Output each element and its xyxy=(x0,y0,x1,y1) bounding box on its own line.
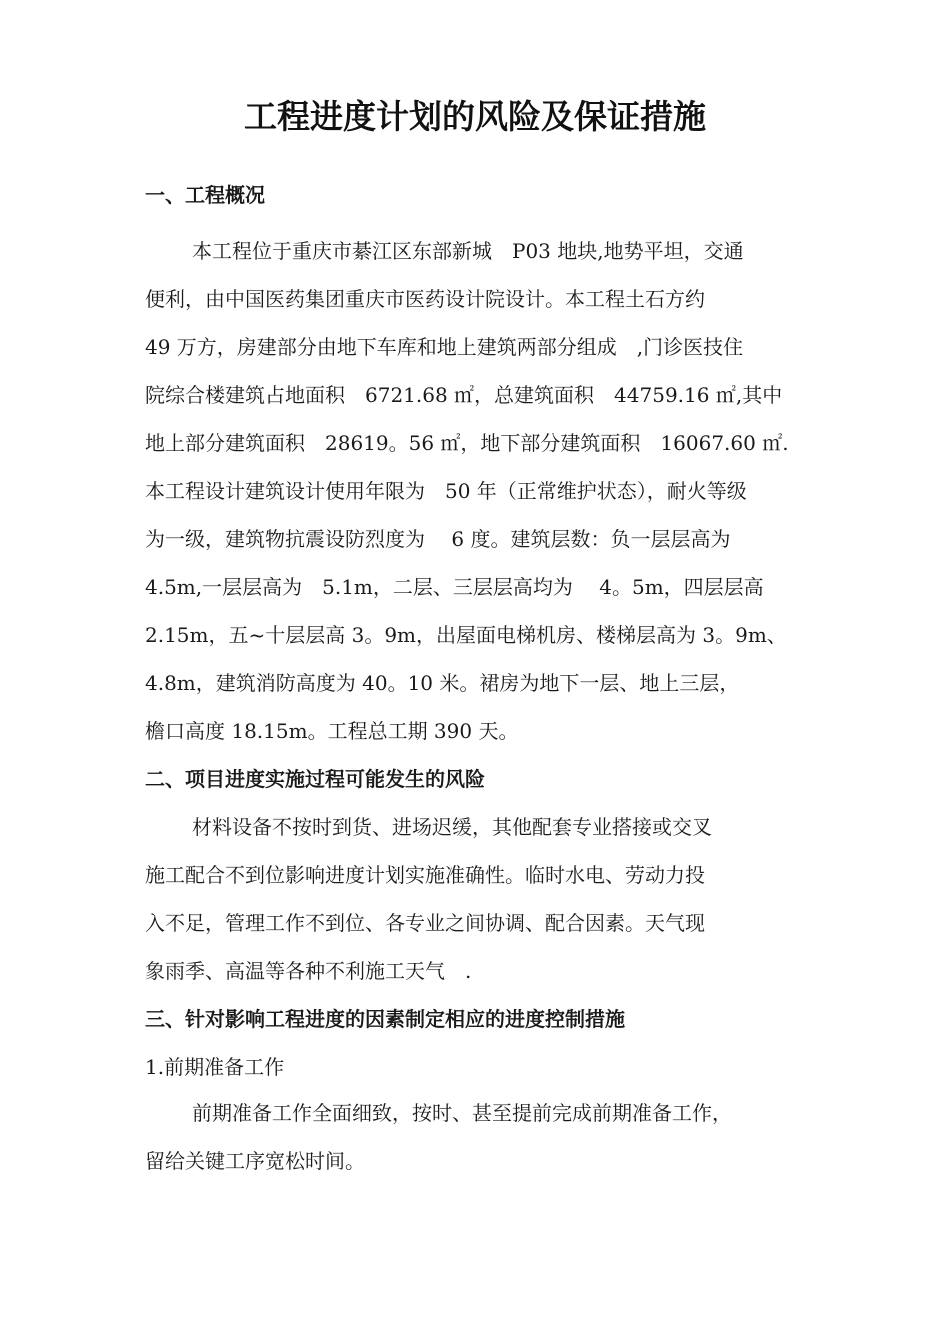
paragraph-line: 49 万方，房建部分由地下车库和地上建筑两部分组成 ,门诊医技住 xyxy=(145,335,744,359)
paragraph-line: 地上部分建筑面积 28619。56 ㎡，地下部分建筑面积 16067.60 ㎡. xyxy=(145,431,789,455)
paragraph-line: 象雨季、高温等各种不利施工天气 . xyxy=(145,959,472,983)
paragraph-line: 4.8m，建筑消防高度为 40。10 米。裙房为地下一层、地上三层， xyxy=(145,671,740,695)
document-title: 工程进度计划的风险及保证措施 xyxy=(244,97,706,136)
paragraph-line: 施工配合不到位影响进度计划实施准确性。临时水电、劳动力投 xyxy=(145,863,705,887)
paragraph-line: 留给关键工序宽松时间。 xyxy=(145,1149,365,1173)
paragraph-line: 本工程位于重庆市綦江区东部新城 P03 地块,地势平坦，交通 xyxy=(192,239,744,263)
paragraph-line: 为一级，建筑物抗震设防烈度为 6 度。建筑层数：负一层层高为 xyxy=(145,527,731,551)
paragraph-line: 2.15m，五~十层层高 3。9m，出屋面电梯机房、楼梯层高为 3。9m、 xyxy=(145,623,787,647)
section-heading-risks: 二、项目进度实施过程可能发生的风险 xyxy=(145,767,485,791)
section-heading-overview: 一、工程概况 xyxy=(145,183,265,207)
paragraph-line: 本工程设计建筑设计使用年限为 50 年（正常维护状态），耐火等级 xyxy=(145,479,747,503)
paragraph-line: 4.5m,一层层高为 5.1m，二层、三层层高均为 4。5m，四层层高 xyxy=(145,575,764,599)
paragraph-line: 便利，由中国医药集团重庆市医药设计院设计。本工程土石方约 xyxy=(145,287,705,311)
subsection-heading: 1.前期准备工作 xyxy=(145,1055,285,1079)
paragraph-line: 前期准备工作全面细致，按时、甚至提前完成前期准备工作， xyxy=(192,1101,732,1125)
paragraph-line: 院综合楼建筑占地面积 6721.68 ㎡，总建筑面积 44759.16 ㎡,其中 xyxy=(145,383,783,407)
paragraph-line: 材料设备不按时到货、进场迟缓，其他配套专业搭接或交叉 xyxy=(192,815,712,839)
paragraph-line: 檐口高度 18.15m。工程总工期 390 天。 xyxy=(145,719,519,743)
paragraph-line: 入不足，管理工作不到位、各专业之间协调、配合因素。天气现 xyxy=(145,911,705,935)
section-heading-measures: 三、针对影响工程进度的因素制定相应的进度控制措施 xyxy=(145,1007,625,1031)
